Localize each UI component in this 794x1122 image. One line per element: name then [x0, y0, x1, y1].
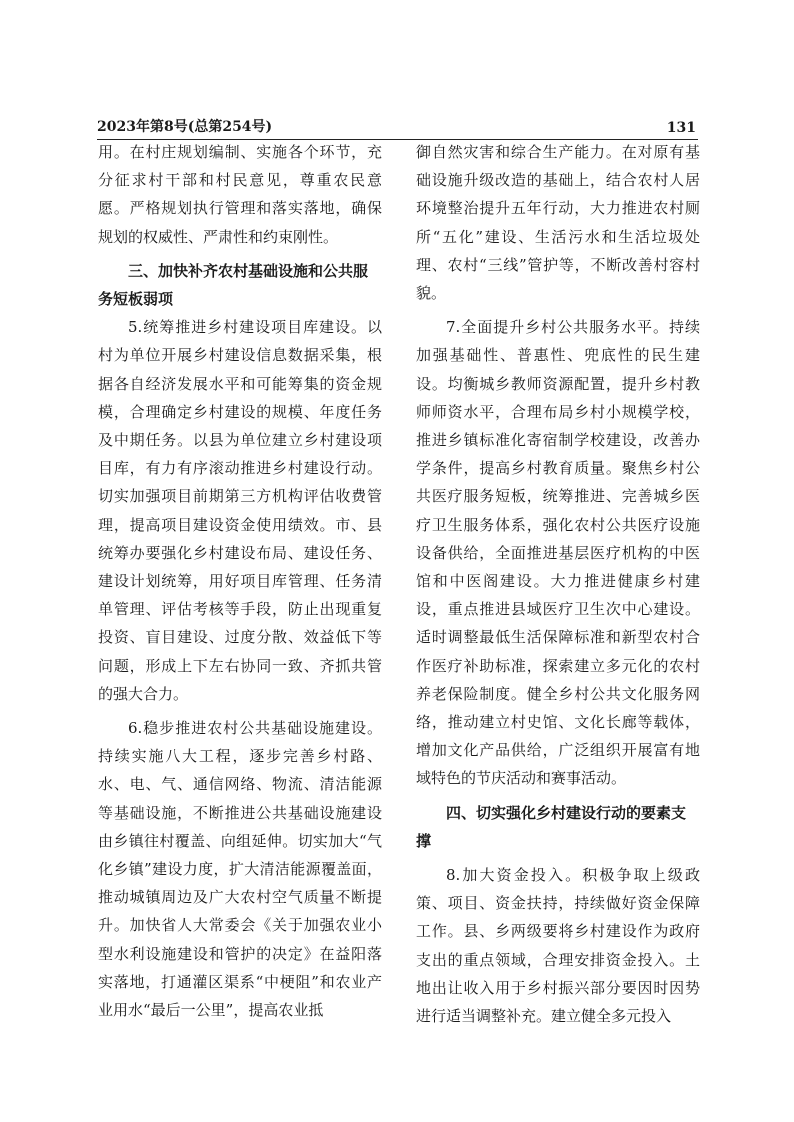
paragraph-item-5: 5.统筹推进乡村建设项目库建设。以村为单位开展乡村建设信息数据采集，根据各自经济发展水平和可能筹集的资金规模，合理确定乡村建设的规模、年度任务及中期任务。以县为单位建立乡村建设项目库，有力有序滚动推进乡村建设行动。切实加强项目前期第三方机构评估收费管理，提高项目建设资金使用绩效。市、县统筹办要强化乡村建设布局、建设任务、建设计划统筹，用好项目库管理、任务清单管理、评估考核等手段，防止出现重复投资、盲目建设、过度分散、效益低下等问题，形成上下左右协同一致、齐抓共管的强大合力。 [98, 318, 382, 703]
page-number: 131 [666, 120, 696, 136]
paragraph-continued: 用。在村庄规划编制、实施各个环节，充分征求村干部和村民意见，尊重农民意愿。严格规划执行管理和落实落地，确保规划的权威性、严肃性和约束刚性。 [98, 143, 382, 246]
right-column [416, 138, 700, 1030]
issue-label: 2023年第8号(总第254号) [97, 119, 273, 135]
left-column [98, 138, 382, 1024]
paragraph-item-7: 7.全面提升乡村公共服务水平。持续加强基础性、普惠性、兜底性的民生建设。均衡城乡教师资源配置，提升乡村教师师资水平，合理布局乡村小规模学校，推进乡镇标准化寄宿制学校建设，改善办学条件，提高乡村教育质量。聚焦乡村公共医疗服务短板，统筹推进、完善城乡医疗卫生服务体系，强化农村公共医疗设施设备供给，全面推进基层医疗机构的中医馆和中医阁建设。大力推进健康乡村建设，重点推进县域医疗卫生次中心建设。适时调整最低生活保障标准和新型农村合作医疗补助标准，探索建立多元化的农村养老保险制度。健全乡村公共文化服务网络，推动建立村史馆、文化长廊等载体，增加文化产品供给，广泛组织开展富有地域特色的节庆活动和赛事活动。 [416, 318, 700, 788]
section-heading-4: 四、切实强化乡村建设行动的要素支撑 [416, 803, 687, 850]
paragraph-item-6-continued: 御自然灾害和综合生产能力。在对原有基础设施升级改造的基础上，结合农村人居环境整治提升五年行动，大力推进农村厕所“五化”建设、生活污水和生活垃圾处理、农村“三线”管护等，不断改善村容村貌。 [416, 143, 700, 303]
paragraph-item-6: 6.稳步推进农村公共基础设施建设。持续实施八大工程，逐步完善乡村路、水、电、气、通信网络、物流、清洁能源等基础设施，不断推进公共基础设施建设由乡镇往村覆盖、向组延伸。切实加大“气化乡镇”建设力度，扩大清洁能源覆盖面，推动城镇周边及广大农村空气质量不断提升。加快省人大常委会《关于加强农业小型水利设施建设和管护的决定》在益阳落实落地，打通灌区渠系“中梗阻”和农业产业用水“最后一公里”，提高农业抵 [98, 719, 382, 1020]
section-heading-3: 三、加快补齐农村基础设施和公共服务短板弱项 [98, 261, 369, 309]
page-header [97, 113, 698, 140]
paragraph-item-8: 8.加大资金投入。积极争取上级政策、项目、资金扶持，持续做好资金保障工作。县、乡两级要将乡村建设作为政府支出的重点领域，合理安排资金投入。土地出让收入用于乡村振兴部分要因时因势进行适当调整补充。建立健全多元投入 [416, 866, 700, 1026]
